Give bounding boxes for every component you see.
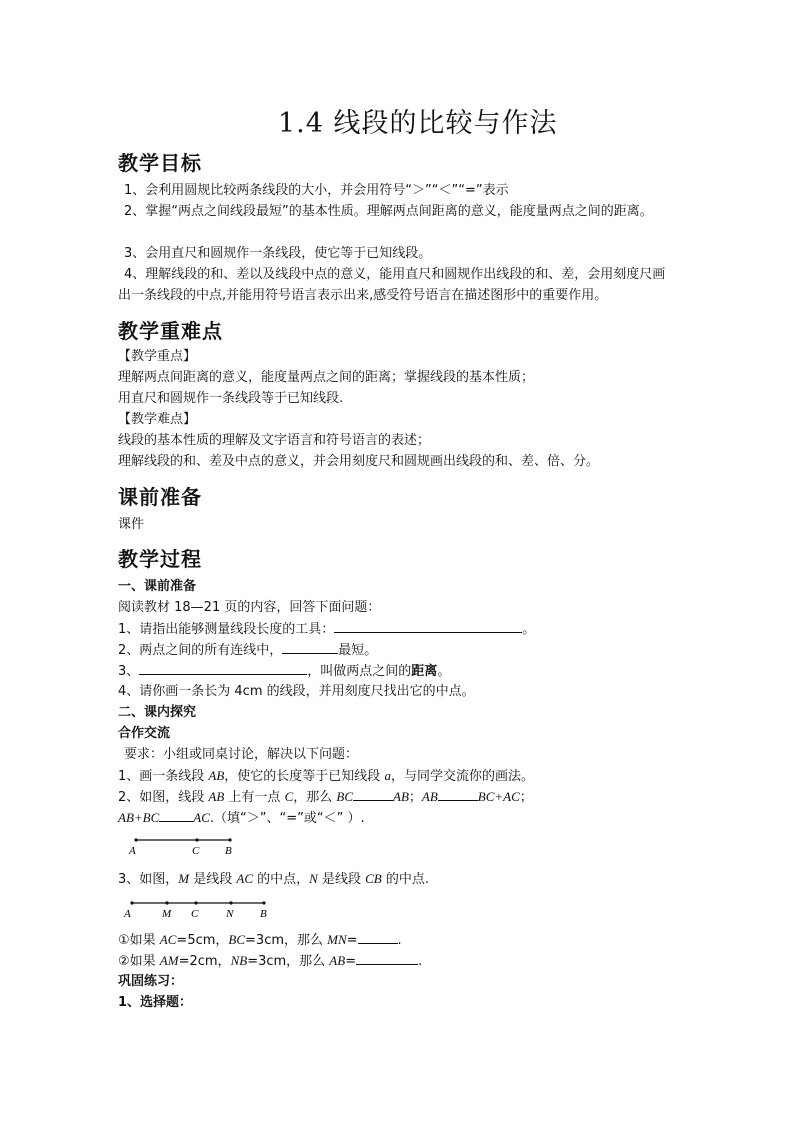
goal-item: 4、理解线段的和、差以及线段中点的意义，能用直尺和圆规作出线段的和、差，会用刻度尺画出一条线段的中点,并能用符号语言表示出来,感受符号语言在描述图形中的重要作用。 bbox=[118, 267, 666, 303]
answer-blank[interactable] bbox=[139, 660, 307, 675]
question-text: 2、如图，线段 bbox=[118, 790, 209, 805]
point-label: C bbox=[191, 908, 199, 920]
segment-figure-acb bbox=[118, 834, 258, 858]
point-marker bbox=[194, 901, 197, 904]
question-2 bbox=[118, 639, 678, 661]
point-marker bbox=[130, 901, 133, 904]
math-symbol: NB bbox=[230, 953, 248, 968]
sub-question-1 bbox=[118, 929, 678, 951]
point-label: A bbox=[124, 908, 131, 920]
answer-blank[interactable] bbox=[358, 929, 398, 944]
question-text: ，与同学交流你的画法。 bbox=[390, 769, 534, 784]
coop-question-1 bbox=[118, 765, 678, 787]
question-text: 1、请指出能够测量线段长度的工具： bbox=[118, 622, 335, 637]
answer-blank[interactable] bbox=[353, 786, 393, 801]
math-symbol: AB+BC bbox=[118, 810, 160, 825]
question-text: ，那么 bbox=[293, 790, 337, 805]
point-marker bbox=[229, 901, 232, 904]
focus-label: 【教学重点】 bbox=[118, 349, 197, 364]
difficulty-label: 【教学难点】 bbox=[118, 412, 197, 427]
math-symbol: AB bbox=[393, 789, 409, 804]
math-symbol: AB bbox=[208, 768, 225, 783]
math-symbol: AC bbox=[159, 932, 177, 947]
point-label: N bbox=[226, 908, 234, 920]
difficulty-item: 线段的基本性质的理解及文字语言和符号语言的表述； bbox=[118, 433, 431, 448]
point-label: M bbox=[162, 908, 172, 920]
answer-blank[interactable] bbox=[159, 807, 193, 822]
math-symbol: M bbox=[178, 871, 190, 886]
segment-figure-amcnb bbox=[118, 897, 288, 921]
question-text: =2cm， bbox=[178, 954, 231, 969]
cooperation-heading: 合作交流 bbox=[118, 726, 171, 741]
point-label: B bbox=[260, 908, 267, 920]
question-text: 1、画一条线段 bbox=[118, 769, 209, 784]
question-text: ②如果 bbox=[118, 954, 160, 969]
math-symbol: BC bbox=[228, 932, 246, 947]
question-3 bbox=[118, 660, 678, 682]
math-symbol: AB bbox=[208, 789, 225, 804]
focus-item: 用直尺和圆规作一条线段等于已知线段. bbox=[118, 391, 344, 406]
point-marker bbox=[134, 838, 137, 841]
goal-item: 2、掌握“两点之间线段最短”的基本性质。理解两点间距离的意义，能度量两点之间的距离。 bbox=[124, 204, 653, 219]
question-text: ①如果 bbox=[118, 933, 160, 948]
question-text: 最短。 bbox=[338, 643, 378, 658]
reading-instruction: 阅读教材 18—21 页的内容，回答下面问题： bbox=[118, 600, 381, 615]
question-text: 是线段 bbox=[189, 872, 237, 887]
section-heading-goals: 教学目标 bbox=[118, 151, 202, 175]
question-text: 3、如图， bbox=[118, 872, 179, 887]
math-symbol: AC bbox=[236, 871, 254, 886]
question-text: 3、 bbox=[118, 664, 140, 679]
requirement-text: 要求：小组或同桌讨论，解决以下问题： bbox=[124, 747, 359, 762]
answer-blank[interactable] bbox=[334, 618, 522, 633]
point-marker bbox=[228, 838, 231, 841]
point-label: B bbox=[225, 845, 232, 857]
point-label: A bbox=[129, 845, 136, 857]
math-symbol: N bbox=[309, 871, 318, 886]
math-symbol: AC bbox=[193, 810, 210, 825]
difficulty-item: 理解线段的和、差及中点的意义，并会用刻度尺和圆规画出线段的和、差、倍、分。 bbox=[118, 454, 600, 469]
question-text: = bbox=[345, 954, 357, 969]
question-text: ； bbox=[519, 790, 533, 805]
section-heading-key-points: 教学重难点 bbox=[118, 319, 223, 343]
question-text: ； bbox=[408, 790, 422, 805]
choice-heading: 1、选择题： bbox=[118, 995, 193, 1010]
question-text: 。 bbox=[437, 664, 451, 679]
question-text: ，使它的长度等于已知线段 bbox=[224, 769, 385, 784]
answer-blank[interactable] bbox=[356, 950, 418, 965]
answer-blank[interactable] bbox=[438, 786, 478, 801]
goal-item: 3、会用直尺和圆规作一条线段，使它等于已知线段。 bbox=[124, 246, 432, 261]
math-symbol: a bbox=[384, 768, 391, 783]
coop-question-3 bbox=[118, 868, 678, 890]
math-symbol: AB bbox=[329, 953, 346, 968]
math-symbol: AB bbox=[421, 789, 438, 804]
math-symbol: CB bbox=[365, 871, 382, 886]
section-heading-process: 教学过程 bbox=[118, 547, 202, 571]
question-4: 4、请你画一条长为 4cm 的线段，并用刻度尺找出它的中点。 bbox=[118, 684, 475, 699]
coop-question-2 bbox=[118, 786, 678, 808]
section-heading-prep: 课前准备 bbox=[118, 485, 202, 509]
question-text: 的中点. bbox=[381, 872, 429, 887]
question-text: . bbox=[397, 933, 402, 948]
math-symbol: MN bbox=[327, 932, 347, 947]
question-text: =3cm，那么 bbox=[245, 933, 328, 948]
math-symbol: AM bbox=[159, 953, 179, 968]
point-label: C bbox=[192, 845, 200, 857]
part2-heading: 二、课内探究 bbox=[118, 705, 197, 720]
emphasis-term: 距离 bbox=[411, 664, 438, 679]
prep-text: 课件 bbox=[118, 517, 145, 532]
math-symbol: BC+AC bbox=[477, 789, 520, 804]
question-text: =5cm， bbox=[176, 933, 229, 948]
question-text: = bbox=[346, 933, 358, 948]
question-text: 是线段 bbox=[317, 872, 366, 887]
question-text: 的中点， bbox=[253, 872, 310, 887]
answer-blank[interactable] bbox=[282, 639, 338, 654]
point-marker bbox=[262, 901, 265, 904]
question-1 bbox=[118, 618, 678, 640]
question-text: .（填“＞”、“=”或“＜” ）. bbox=[209, 811, 365, 826]
question-text: =3cm，那么 bbox=[247, 954, 330, 969]
part1-heading: 一、课前准备 bbox=[118, 579, 197, 594]
math-symbol: BC bbox=[336, 789, 353, 804]
question-text: 2、两点之间的所有连线中， bbox=[118, 643, 283, 658]
page-title: 1.4 线段的比较与作法 bbox=[278, 108, 558, 139]
question-text: . bbox=[418, 954, 423, 969]
sub-question-2 bbox=[118, 950, 678, 972]
goal-item: 1、会利用圆规比较两条线段的大小，并会用符号“＞”“＜”“=”表示 bbox=[124, 183, 509, 198]
focus-item: 理解两点间距离的意义，能度量两点之间的距离；掌握线段的基本性质； bbox=[118, 370, 535, 385]
question-text: 。 bbox=[522, 622, 536, 637]
point-marker bbox=[195, 838, 198, 841]
coop-question-2-cont bbox=[118, 807, 678, 829]
question-text: ，叫做两点之间的 bbox=[307, 664, 412, 679]
point-marker bbox=[165, 901, 168, 904]
practice-heading: 巩固练习： bbox=[118, 974, 184, 989]
question-text: 上有一点 bbox=[224, 790, 285, 805]
math-symbol: C bbox=[284, 789, 294, 804]
